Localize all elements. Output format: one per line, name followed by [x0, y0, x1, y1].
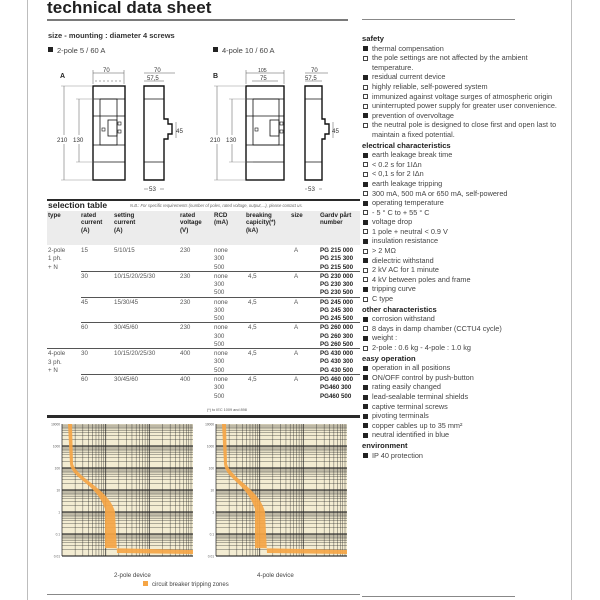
cell-rcd: 300	[214, 358, 225, 366]
cell-rcd: none	[214, 350, 228, 358]
characteristic-text: voltage drop	[372, 217, 413, 227]
cell-part-number: PG 230 000	[320, 272, 354, 280]
cell-size: A	[294, 247, 299, 254]
title-underline	[47, 19, 348, 21]
cell-breaking-capacity: 4,5	[248, 272, 257, 280]
open-square-bullet-icon	[363, 56, 368, 61]
characteristic-text: 1 pole + neutral < 0.9 V	[372, 226, 448, 236]
cell-part-number: PG 245 500	[320, 315, 354, 323]
drawing-b-label: B	[213, 73, 219, 80]
characteristic-text: earth leakage tripping	[372, 178, 443, 188]
chart-y-tick-label: 10000	[51, 422, 60, 427]
filled-square-bullet-icon	[363, 423, 368, 428]
cell-part-number: PG 230 500	[320, 289, 354, 297]
chart-y-tick-label: 10	[210, 488, 214, 493]
characteristic-text: lead-sealable terminal shields	[372, 391, 469, 401]
drawing-a-label: A	[60, 73, 66, 80]
cell-rcd: 500	[214, 289, 225, 297]
chart-y-tick-label: 0.01	[207, 554, 214, 559]
characteristic-item	[362, 217, 562, 227]
filled-square-bullet-icon	[363, 258, 368, 263]
chart-caption-4-pole: 4-pole device	[257, 572, 294, 579]
filled-square-bullet-icon	[363, 375, 368, 380]
drawing-b-side-width: 70	[311, 68, 318, 74]
row-divider	[81, 297, 360, 298]
cell-rated-current: 60	[81, 376, 88, 383]
filled-square-bullet-icon	[363, 453, 368, 458]
open-square-bullet-icon	[363, 172, 368, 177]
section-heading: other characteristics	[362, 304, 437, 314]
drawing-a-inner-height: 130	[73, 137, 84, 144]
chart-y-tick-label: 1000	[206, 444, 214, 449]
cell-rated-voltage: 400	[180, 350, 191, 358]
row-divider	[81, 322, 360, 323]
cell-rcd: none	[214, 272, 228, 280]
cell-size: A	[294, 324, 299, 332]
cell-part-number: PG 215 300	[320, 255, 354, 263]
characteristic-item	[362, 160, 562, 170]
cell-type: 2-pole	[48, 247, 66, 254]
section-heading: environment	[362, 440, 408, 450]
cell-breaking-capacity: 4,5	[248, 376, 257, 383]
characteristic-item	[362, 421, 562, 431]
drawing-a-total-height: 210	[57, 137, 68, 144]
characteristic-text: rating easily changed	[372, 382, 441, 392]
tripping-chart-2-pole-svg	[45, 421, 195, 566]
cell-rcd: none	[214, 298, 228, 306]
open-square-bullet-icon	[363, 249, 368, 254]
characteristic-text: - 5 ° C to + 55 ° C	[372, 207, 430, 217]
row-divider	[81, 374, 360, 375]
cell-rated-current: 30	[81, 272, 88, 280]
cell-part-number: PG 260 000	[320, 324, 354, 332]
header-type: type	[48, 212, 61, 219]
drawing-b-rail: 45	[332, 128, 339, 135]
chart-y-tick-label: 1	[58, 510, 60, 515]
section-heading: easy operation	[362, 353, 416, 363]
header-setting-current: setting current (A)	[114, 212, 136, 234]
cell-type: 1 ph.	[48, 255, 62, 263]
characteristic-text: operating temperature	[372, 198, 444, 208]
characteristic-item	[362, 208, 562, 218]
characteristic-text: residual current device	[372, 72, 446, 82]
open-square-bullet-icon	[363, 229, 368, 234]
tripping-chart-4-pole-svg	[199, 421, 349, 566]
filled-square-bullet-icon	[363, 75, 368, 80]
filled-square-bullet-icon	[363, 414, 368, 419]
cell-part-number: PG 460 000	[320, 376, 354, 383]
characteristic-item	[362, 411, 562, 421]
table-row	[47, 323, 360, 349]
cell-setting-current: 10/15/20/25/30	[114, 272, 156, 280]
characteristic-text: tripping curve	[372, 284, 416, 294]
chart-y-tick-label: 0.1	[209, 532, 214, 537]
drawing-b-front-width: 105	[258, 68, 267, 74]
characteristic-item	[362, 324, 562, 334]
cell-rcd: 500	[214, 392, 225, 400]
cell-type: 4-pole	[48, 350, 66, 358]
chart-y-tick-label: 0.01	[53, 554, 60, 559]
header-part-number: Gardv pårt number	[320, 212, 352, 227]
selection-table-note: N.B.: For specific requirements (number of poles, rated voltage, output,...), please contact us.	[130, 203, 303, 208]
cell-rated-voltage: 400	[180, 376, 191, 383]
characteristic-text: 2-pole : 0.6 kg - 4-pole : 1.0 kg	[372, 343, 471, 352]
drawing-a-front-width: 70	[103, 68, 110, 74]
characteristic-text: 300 mA, 500 mA or 650 mA, self-powered	[372, 188, 508, 198]
cell-part-number: PG 215 000	[320, 247, 354, 254]
characteristic-item	[362, 82, 562, 92]
page-title: technical data sheet	[47, 0, 212, 17]
filled-square-bullet-icon	[363, 182, 368, 187]
filled-square-bullet-icon	[363, 366, 368, 371]
characteristic-item	[362, 236, 562, 246]
characteristic-item	[362, 44, 562, 54]
cell-part-number: PG460 500	[320, 392, 352, 400]
open-square-bullet-icon	[363, 297, 368, 302]
characteristic-text: ON/OFF control by push-button	[372, 372, 474, 382]
cell-part-number: PG 430 500	[320, 366, 354, 374]
filled-square-bullet-icon	[363, 287, 368, 292]
chart-caption-2-pole: 2-pole device	[114, 572, 151, 579]
variant-2-pole-label: 2-pole 5 / 60 A	[57, 46, 106, 55]
table-footnote: (*) to IEC 1009 and 898	[207, 408, 247, 412]
characteristic-item	[362, 92, 562, 102]
characteristic-text: operation in all positions	[372, 363, 451, 373]
row-divider	[81, 271, 360, 272]
filled-square-bullet-icon	[363, 404, 368, 409]
characteristic-text: earth leakage break time	[372, 150, 453, 160]
tripping-chart-2-pole	[45, 421, 195, 566]
characteristic-text: pivoting terminals	[372, 411, 429, 421]
chart-y-tick-label: 10000	[205, 422, 214, 427]
characteristic-text: dielectric withstand	[372, 255, 434, 265]
cell-setting-current: 5/10/15	[114, 247, 135, 254]
characteristic-text: uninterrupted power supply for greater user convenience.	[372, 101, 557, 111]
cell-breaking-capacity: 4,5	[248, 324, 257, 332]
header-size: size	[291, 212, 303, 219]
left-bottom-rule	[47, 594, 360, 595]
page-border-right	[571, 0, 572, 600]
filled-square-bullet-icon	[363, 201, 368, 206]
characteristic-text: neutral identified in blue	[372, 430, 450, 440]
cell-setting-current: 30/45/60	[114, 376, 139, 383]
cell-size: A	[294, 350, 299, 358]
selection-table-bottom-rule	[47, 415, 360, 418]
drawing-a-side-inner: 57,5	[147, 76, 159, 82]
header-breaking-capacity: breaking capicity(*) (kA)	[246, 212, 276, 234]
characteristic-item	[362, 169, 562, 179]
table-row	[47, 246, 360, 272]
filled-square-bullet-icon	[363, 220, 368, 225]
characteristic-text: the pole settings are not affected by the ambient temperature.	[372, 53, 528, 72]
characteristic-text: > 2 MΩ	[372, 246, 396, 256]
filled-square-bullet-icon	[363, 113, 368, 118]
cell-setting-current: 30/45/60	[114, 324, 139, 332]
cell-part-number: PG 215 500	[320, 263, 354, 271]
cell-rcd: 500	[214, 366, 225, 374]
characteristic-text: immunized against voltage surges of atmospheric origin	[372, 91, 553, 101]
cell-setting-current: 15/30/45	[114, 298, 139, 306]
filled-square-bullet-icon	[363, 336, 368, 341]
cell-rcd: 300	[214, 281, 225, 289]
cell-rcd: 500	[214, 315, 225, 323]
cell-rated-current: 15	[81, 247, 88, 254]
characteristic-item	[362, 284, 562, 294]
open-square-bullet-icon	[363, 277, 368, 282]
section-heading: safety	[362, 34, 384, 43]
cell-part-number: PG 230 300	[320, 281, 354, 289]
dimension-drawing-b	[195, 64, 355, 201]
drawing-b-depth: 53	[308, 186, 315, 193]
cell-part-number: PG 430 000	[320, 350, 354, 358]
cell-size: A	[294, 376, 299, 383]
drawing-b-side-inner: 57,5	[305, 76, 317, 82]
cell-part-number: PG 245 300	[320, 306, 354, 314]
characteristic-text: the neutral pole is designed to close first and open last to maintain a fixed potential.	[372, 120, 557, 139]
header-rcd: RCD (mA)	[214, 212, 229, 227]
page-border-left	[27, 0, 28, 600]
table-row	[47, 375, 360, 401]
characteristic-text: C type	[372, 294, 394, 304]
characteristic-item	[362, 246, 562, 256]
characteristic-item	[362, 179, 562, 189]
section-heading: electrical characteristics	[362, 140, 451, 150]
cell-rated-voltage: 230	[180, 272, 191, 280]
characteristic-text: 2 kV AC for 1 minute	[372, 265, 439, 275]
variant-2-pole	[48, 46, 105, 55]
filled-square-bullet-icon	[363, 153, 368, 158]
open-square-bullet-icon	[363, 346, 368, 351]
right-column-bottom-rule	[362, 596, 515, 597]
header-rated-voltage: rated voltage (V)	[180, 212, 202, 234]
chart-y-tick-label: 10	[56, 488, 60, 493]
cell-size: A	[294, 272, 299, 280]
characteristic-item	[362, 294, 562, 304]
open-square-bullet-icon	[363, 268, 368, 273]
drawing-b-inner-height: 130	[226, 137, 237, 144]
open-square-bullet-icon	[363, 123, 368, 128]
cell-rcd: 300	[214, 332, 225, 340]
cell-rcd: 500	[214, 263, 225, 271]
characteristic-text: insulation resistance	[372, 236, 439, 246]
cell-rated-voltage: 230	[180, 324, 191, 332]
tripping-chart-4-pole	[199, 421, 349, 566]
cell-setting-current: 10/15/20/25/30	[114, 350, 156, 358]
characteristic-item	[362, 265, 562, 275]
characteristic-item	[362, 198, 562, 208]
filled-square-bullet-icon	[363, 433, 368, 438]
characteristic-item	[362, 150, 562, 160]
cell-rcd: none	[214, 324, 228, 332]
drawing-a-side-width: 70	[154, 68, 161, 74]
filled-square-bullet-icon	[363, 385, 368, 390]
chart-y-tick-label: 100	[208, 466, 214, 471]
cell-part-number: PG 430 300	[320, 358, 354, 366]
characteristic-text: 8 days in damp chamber (CCTU4 cycle)	[372, 323, 502, 333]
characteristic-item	[362, 101, 562, 111]
cell-part-number: PG 260 300	[320, 332, 354, 340]
cell-rated-current: 45	[81, 298, 88, 306]
table-header	[47, 211, 360, 245]
selection-table	[47, 211, 360, 400]
characteristic-text: < 0,1 s for 2 IΔn	[372, 169, 424, 179]
cell-rcd: 300	[214, 306, 225, 314]
table-row	[47, 349, 360, 375]
cell-part-number: PG 260 500	[320, 340, 354, 348]
filled-square-bullet-icon	[363, 46, 368, 51]
characteristic-item	[362, 111, 562, 121]
cell-type: 3 ph.	[48, 358, 62, 366]
characteristic-item	[362, 363, 562, 373]
characteristic-item	[362, 227, 562, 237]
cell-rated-voltage: 230	[180, 298, 191, 306]
cell-rated-current: 30	[81, 350, 88, 358]
cell-breaking-capacity: 4,5	[248, 350, 257, 358]
open-square-bullet-icon	[363, 326, 368, 331]
open-square-bullet-icon	[363, 162, 368, 167]
cell-rcd: 500	[214, 340, 225, 348]
right-column-top-rule	[362, 19, 515, 20]
characteristic-item	[362, 189, 562, 199]
open-square-bullet-icon	[363, 104, 368, 109]
characteristic-item	[362, 451, 562, 461]
characteristic-item	[362, 382, 562, 392]
cell-part-number: PG460 300	[320, 384, 352, 392]
variant-4-pole	[213, 46, 275, 55]
chart-y-tick-label: 1	[212, 510, 214, 515]
characteristic-text: 4 kV between poles and frame	[372, 274, 471, 284]
characteristic-item	[362, 120, 562, 139]
characteristic-text: thermal compensation	[372, 43, 444, 53]
drawing-b-total-height: 210	[210, 137, 221, 144]
characteristic-item	[362, 333, 562, 343]
open-square-bullet-icon	[363, 191, 368, 196]
characteristic-text: corrosion withstand	[372, 314, 435, 324]
cell-rcd: 300	[214, 255, 225, 263]
filled-square-bullet-icon	[363, 395, 368, 400]
characteristic-item	[362, 430, 562, 440]
chart-legend	[143, 581, 229, 588]
characteristic-text: captive terminal screws	[372, 401, 448, 411]
cell-type: + N	[48, 263, 58, 271]
legend-swatch-icon	[143, 581, 148, 586]
characteristic-text: IP 40 protection	[372, 450, 423, 460]
cell-rcd: none	[214, 247, 228, 254]
characteristic-text: prevention of overvoltage	[372, 110, 454, 120]
chart-y-tick-label: 100	[54, 466, 60, 471]
characteristic-item	[362, 373, 562, 383]
characteristic-item	[362, 392, 562, 402]
characteristic-item	[362, 256, 562, 266]
characteristic-text: highly reliable, self-powered system	[372, 81, 488, 91]
characteristic-item	[362, 402, 562, 412]
cell-size: A	[294, 298, 299, 306]
chart-y-tick-label: 0.1	[55, 532, 60, 537]
characteristic-item	[362, 53, 562, 72]
cell-part-number: PG 245 000	[320, 298, 354, 306]
group-divider	[47, 348, 360, 349]
cell-rcd: 300	[214, 384, 225, 392]
characteristic-item	[362, 72, 562, 82]
characteristic-item	[362, 343, 562, 353]
cell-rated-current: 60	[81, 324, 88, 332]
filled-square-bullet-icon	[363, 239, 368, 244]
drawing-a-rail: 45	[176, 128, 183, 135]
cell-rated-voltage: 230	[180, 247, 191, 254]
header-rated-current: rated current (A)	[81, 212, 103, 234]
drawing-a-depth: 53	[149, 186, 156, 193]
table-row	[47, 298, 360, 324]
characteristic-text: copper cables up to 35 mm²	[372, 420, 463, 430]
open-square-bullet-icon	[363, 94, 368, 99]
table-row	[47, 272, 360, 298]
drawing-b-front-inner: 75	[260, 76, 267, 82]
legend-label: circuit breaker tripping zones	[152, 582, 229, 588]
variant-4-pole-label: 4-pole 10 / 60 A	[222, 46, 275, 55]
size-mounting-heading: size - mounting : diameter 4 screws	[48, 31, 175, 40]
characteristic-item	[362, 275, 562, 285]
bullet-square-icon	[213, 47, 218, 52]
characteristic-text: weight :	[372, 333, 398, 343]
chart-y-tick-label: 1000	[52, 444, 60, 449]
cell-type: + N	[48, 366, 58, 374]
cell-rcd: none	[214, 376, 228, 383]
open-square-bullet-icon	[363, 85, 368, 90]
cell-breaking-capacity: 4,5	[248, 298, 257, 306]
characteristic-text: < 0.2 s for 1IΔn	[372, 159, 422, 169]
open-square-bullet-icon	[363, 210, 368, 215]
selection-table-title: selection table	[48, 200, 108, 210]
filled-square-bullet-icon	[363, 317, 368, 322]
bullet-square-icon	[48, 47, 53, 52]
dimension-drawing-a	[40, 64, 200, 201]
characteristic-item	[362, 314, 562, 324]
characteristics-column	[362, 33, 562, 460]
